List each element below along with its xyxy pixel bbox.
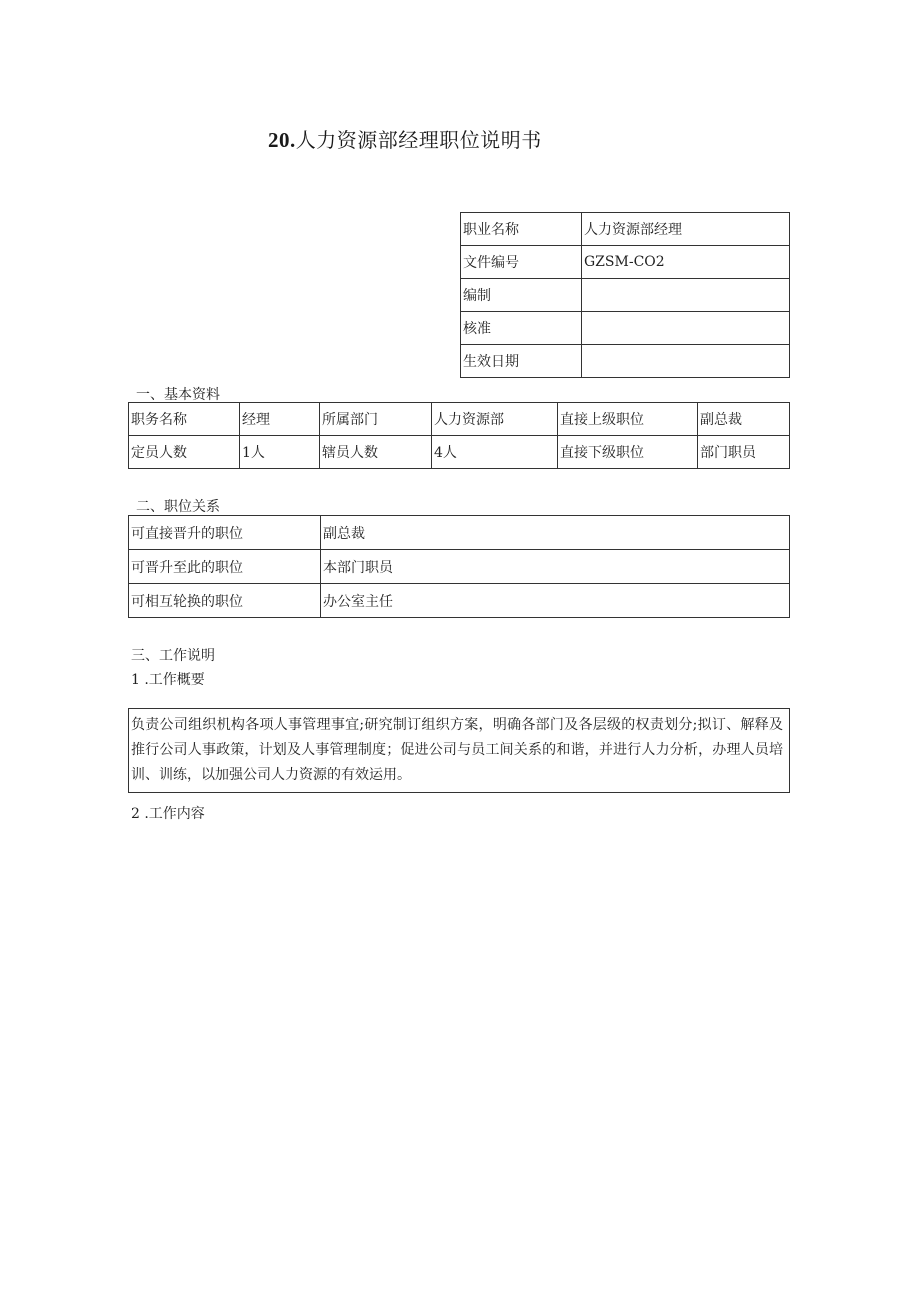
table-cell: 直接下级职位 — [558, 436, 698, 469]
info-value — [582, 279, 790, 312]
work-summary-text: 负责公司组织机构各项人事管理事宜;研究制订组织方案，明确各部门及各层级的权责划分;拟订、解释及推行公司人事政策，计划及人事管理制度；促进公司与员工间关系的和谐，并进行人力分析，办理人员培训、训练，以加强公司人力资源的有效运用。 — [128, 708, 790, 793]
info-label: 文件编号 — [461, 246, 582, 279]
table-row — [461, 246, 790, 279]
table-row — [461, 345, 790, 378]
section-heading-basic: 一、基本资料 — [136, 387, 220, 403]
table-cell: 4人 — [432, 436, 558, 469]
title-number: 20. — [268, 128, 296, 152]
table-row — [461, 279, 790, 312]
relation-value: 办公室主任 — [321, 584, 790, 618]
table-cell: 辖员人数 — [320, 436, 432, 469]
document-info-table — [460, 212, 790, 378]
basic-info-table — [128, 402, 790, 469]
title-text: 人力资源部经理职位说明书 — [295, 128, 542, 152]
section-heading-work: 三、工作说明 — [131, 648, 215, 664]
info-value: GZSM-CO2 — [582, 246, 790, 279]
info-value — [582, 312, 790, 345]
relation-label: 可晋升至此的职位 — [129, 550, 321, 584]
info-value — [582, 345, 790, 378]
page-title — [268, 124, 542, 153]
subheading-work-content: 2 .工作内容 — [131, 806, 205, 822]
section-heading-relation: 二、职位关系 — [136, 499, 220, 515]
table-cell: 职务名称 — [129, 403, 240, 436]
table-row — [129, 403, 790, 436]
table-cell: 所属部门 — [320, 403, 432, 436]
table-row — [129, 516, 790, 550]
table-cell: 1人 — [240, 436, 320, 469]
table-row — [461, 312, 790, 345]
relation-label: 可相互轮换的职位 — [129, 584, 321, 618]
table-cell: 直接上级职位 — [558, 403, 698, 436]
position-relation-table — [128, 515, 790, 618]
relation-value: 副总裁 — [321, 516, 790, 550]
table-cell: 人力资源部 — [432, 403, 558, 436]
subheading-work-summary: 1 .工作概要 — [131, 672, 205, 688]
info-label: 编制 — [461, 279, 582, 312]
relation-value: 本部门职员 — [321, 550, 790, 584]
table-row — [129, 550, 790, 584]
table-row — [129, 584, 790, 618]
table-row — [461, 213, 790, 246]
info-label: 核准 — [461, 312, 582, 345]
table-cell: 副总裁 — [698, 403, 790, 436]
info-value: 人力资源部经理 — [582, 213, 790, 246]
table-cell: 经理 — [240, 403, 320, 436]
table-cell: 部门职员 — [698, 436, 790, 469]
table-cell: 定员人数 — [129, 436, 240, 469]
info-label: 职业名称 — [461, 213, 582, 246]
info-label: 生效日期 — [461, 345, 582, 378]
relation-label: 可直接晋升的职位 — [129, 516, 321, 550]
table-row — [129, 436, 790, 469]
